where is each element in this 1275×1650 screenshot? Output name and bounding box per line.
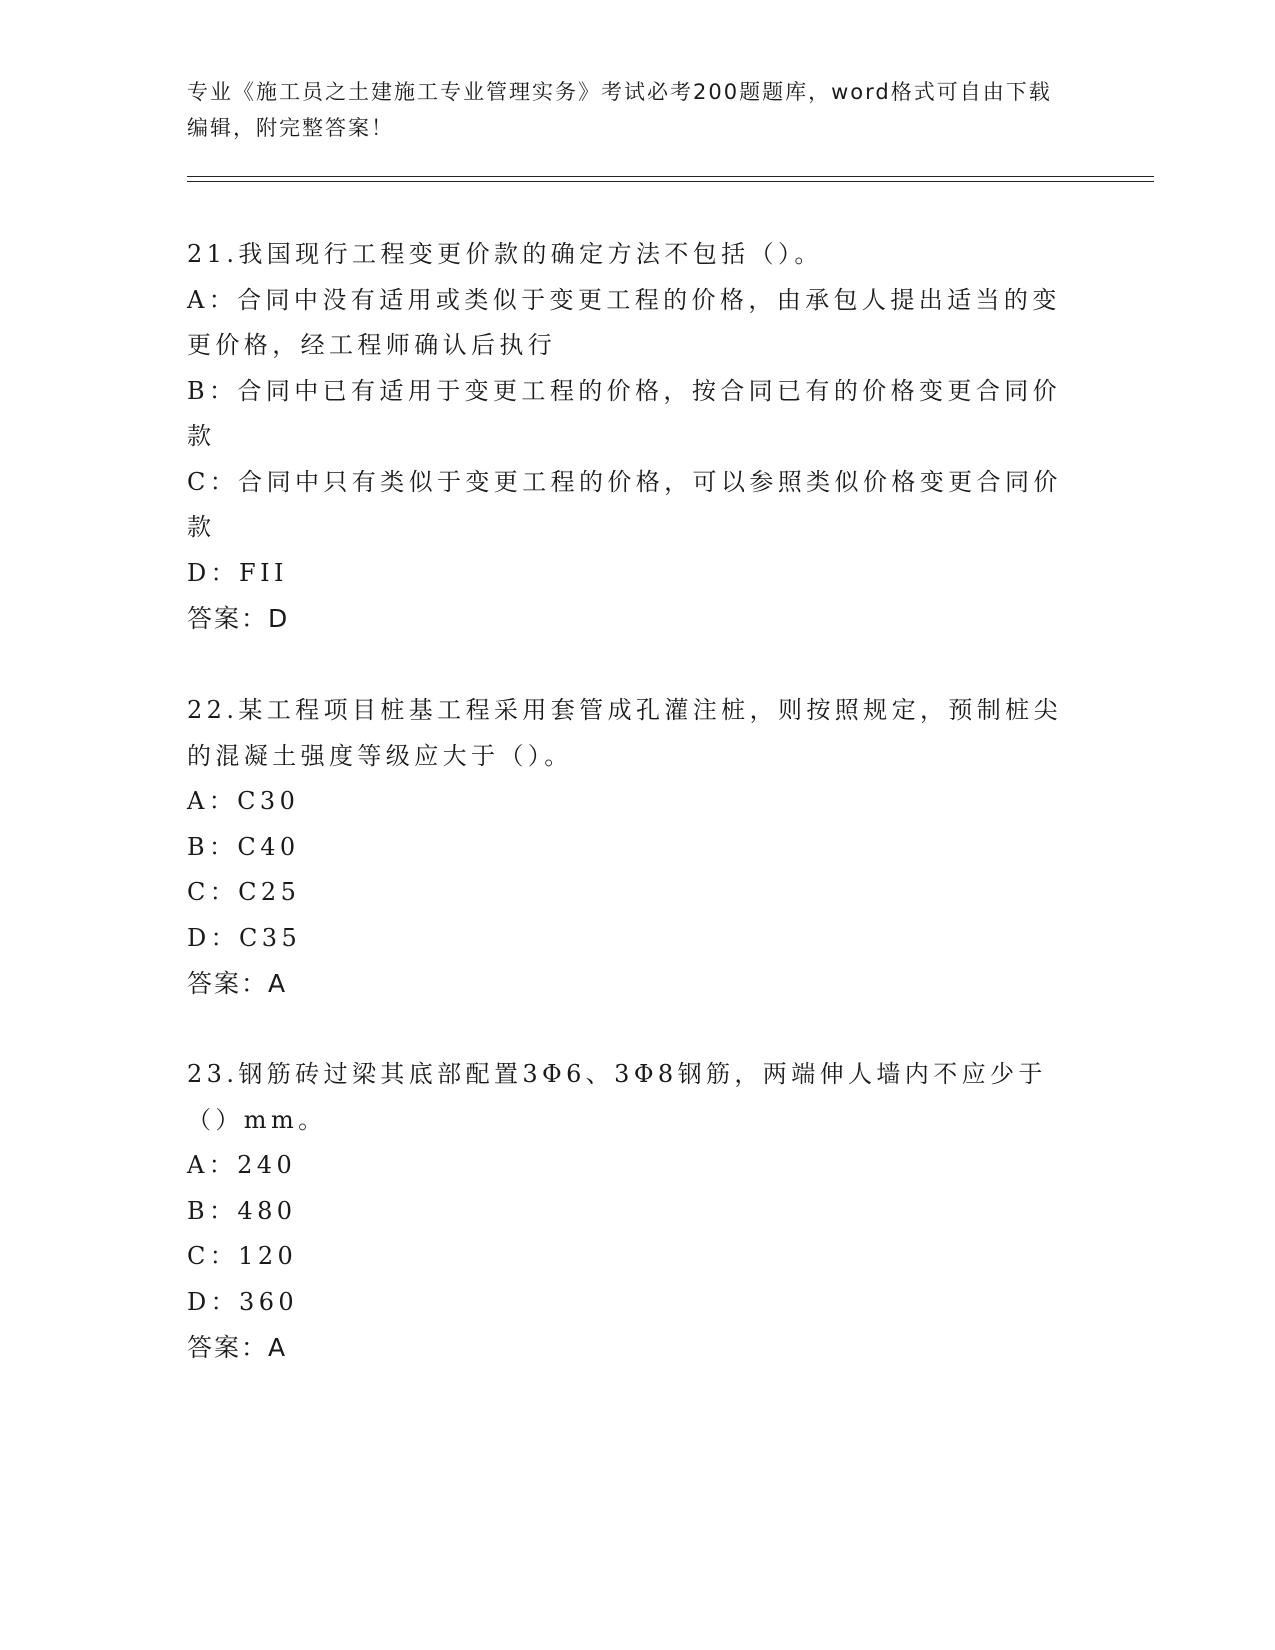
option-b: B：480 — [187, 1196, 297, 1225]
answer-label: 答案：A — [187, 969, 288, 998]
question-stem: 21.我国现行工程变更价款的确定方法不包括（）。 — [187, 240, 823, 268]
option-c: C：C25 — [187, 878, 301, 906]
option-d: D：C35 — [187, 923, 302, 952]
option-d: D：FII — [187, 558, 288, 587]
option-a: A：240 — [187, 1151, 297, 1179]
option-b: B：合同中已有适用于变更工程的价格，按合同已有的价格变更合同价款 — [187, 376, 1062, 450]
option-d: D：360 — [187, 1287, 299, 1316]
question-stem: 22.某工程项目桩基工程采用套管成孔灌注桩，则按照规定，预制桩尖的混凝土强度等级应大于（）。 — [187, 696, 1062, 770]
header-divider-bottom — [187, 181, 1154, 182]
question-21 — [187, 232, 1067, 642]
question-stem: 23.钢筋砖过梁其底部配置3Φ6、3Φ8钢筋，两端伸人墙内不应少于（）mm。 — [187, 1060, 1047, 1134]
document-header: 专业《施工员之土建施工专业管理实务》考试必考200题题库，word格式可自由下载编辑，附完整答案！ — [187, 80, 1052, 140]
answer-label: 答案：A — [187, 1333, 288, 1362]
option-c: C：合同中只有类似于变更工程的价格，可以参照类似价格变更合同价款 — [187, 467, 1062, 541]
answer-label: 答案：D — [187, 604, 290, 633]
header-divider-top — [187, 176, 1154, 177]
question-23 — [187, 1052, 1067, 1371]
option-c: C：120 — [187, 1242, 298, 1270]
option-b: B：C40 — [187, 832, 300, 861]
option-a: A：C30 — [187, 787, 300, 815]
option-a: A：合同中没有适用或类似于变更工程的价格，由承包人提出适当的变更价格，经工程师确认后执行 — [187, 285, 1061, 359]
question-22 — [187, 688, 1067, 1007]
